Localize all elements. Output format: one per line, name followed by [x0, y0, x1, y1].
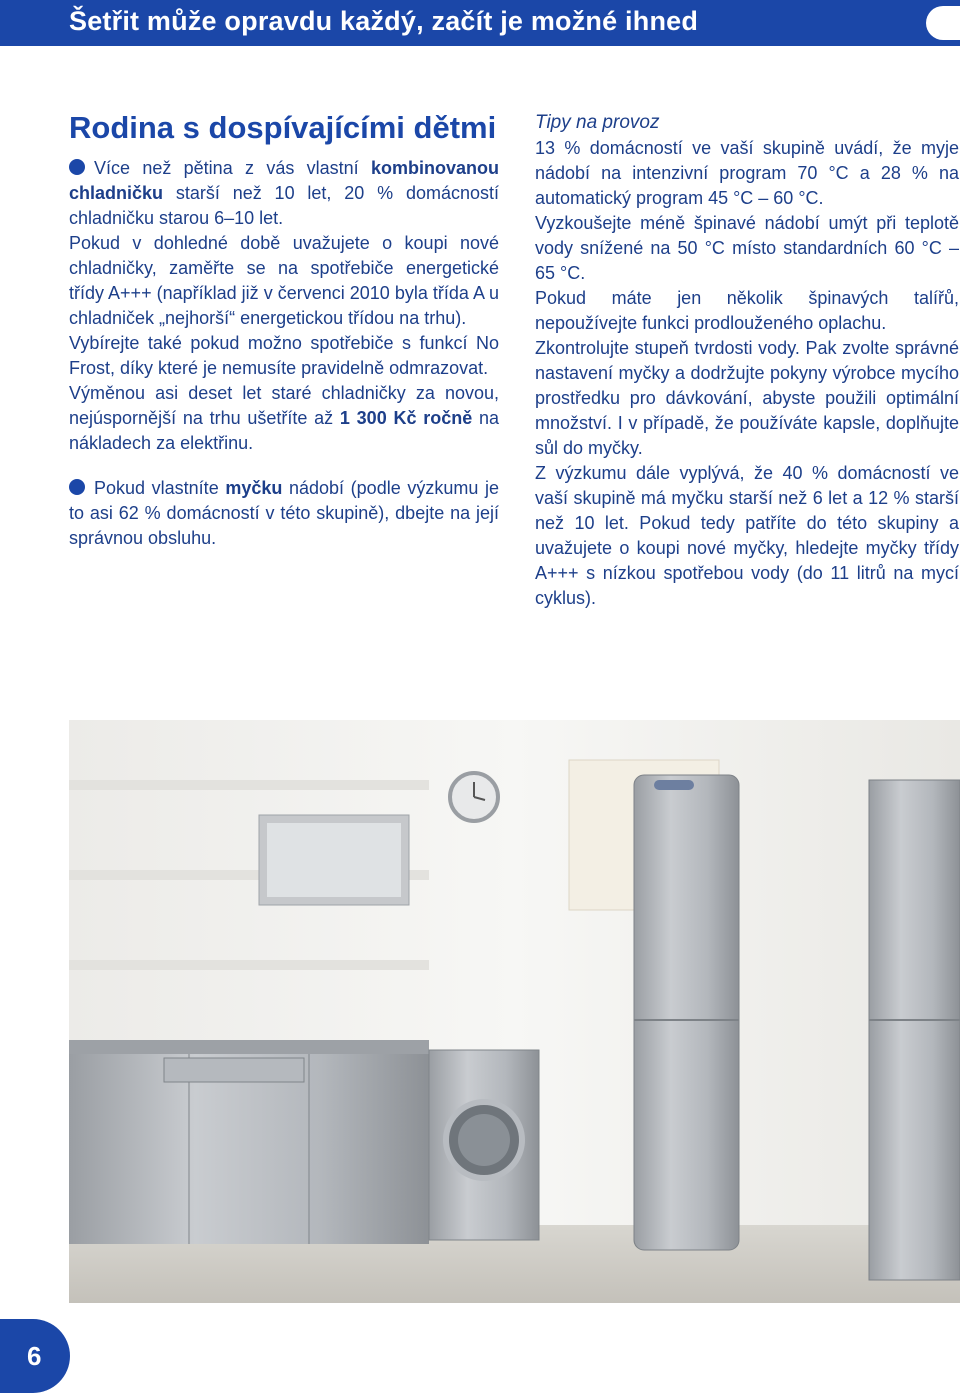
dishwasher-panel — [164, 1058, 304, 1082]
header-bar — [0, 0, 960, 46]
tip-water-hardness: Zkontrolujte stupeň tvrdosti vody. Pak zvolte správné nastavení myčky a dodržujte pokyny výrobce mycího prostředku pro dávkování, abyste použili optimální množství. I v případě, že používáte kapsle, doplňujte sůl do myčky. — [535, 338, 959, 458]
bullet-icon — [69, 159, 85, 175]
bold-text: myčku — [225, 478, 283, 498]
spacer — [69, 456, 499, 476]
page-header-title: Šetřit může opravdu každý, začít je možné ihned — [69, 6, 699, 36]
paragraph-energy-class: Pokud v dohledné době uvažujete o koupi nové chladničky, zaměřte se na spotřebiče energetické třídy A+++ (například již v červenci 2010 byla třída A u chladniček „nejhorší“ energetickou třídou na trhu). — [69, 233, 499, 328]
countertop — [69, 1040, 429, 1054]
text-span: Pokud vlastníte — [94, 478, 226, 498]
fridge — [634, 775, 739, 1250]
page-number: 6 — [27, 1341, 42, 1371]
section-heading: Rodina s dospívajícími dětmi — [69, 110, 497, 145]
tips-heading: Tipy na provoz — [535, 112, 660, 133]
paragraph-dishwasher — [69, 476, 499, 551]
paragraph-fridge-age — [69, 156, 499, 231]
tip-programs: 13 % domácností ve vaší skupině uvádí, že myje nádobí na intenzivní program 70 °C a 28 % na automatický program 45 °C – 60 °C. — [535, 138, 959, 208]
paragraph-savings — [69, 381, 499, 456]
page-number-tab — [0, 1319, 70, 1393]
bullet-icon — [69, 479, 85, 495]
kitchen-photo — [69, 720, 960, 1303]
bold-text: 1 300 Kč ročně — [339, 408, 473, 428]
tip-rinse: Pokud máte jen několik špinavých talířů, nepoužívejte funkci prodlouženého oplachu. — [535, 288, 959, 333]
header-tab-decoration — [926, 6, 960, 40]
right-column — [535, 110, 959, 611]
second-fridge — [869, 780, 960, 1280]
kitchen-illustration — [69, 720, 960, 1303]
text-span: na nákladech za elektřinu. — [69, 408, 500, 453]
tip-temperature: Vyzkoušejte méně špinavé nádobí umýt při teplotě vody snížené na 50 °C místo standardních 60 °C – 65 °C. — [535, 213, 959, 283]
bold-text: kombinovanou chladničku — [69, 158, 499, 203]
paragraph-no-frost: Vybírejte také pokud možno spotřebiče s funkcí No Frost, díky které je nemusíte pravidelně odmrazovat. — [69, 333, 499, 378]
text-span: nádobí (podle výzkumu je to asi 62 % domácností v této skupině), dbejte na její správnou obsluhu. — [69, 478, 499, 548]
text-span: Výměnou asi deset let staré chladničky za novou, nejúspornější na trhu ušetříte až — [69, 383, 499, 428]
fridge-display — [654, 780, 694, 790]
text-span: starší než 10 let, 20 % domácností chladničku starou 6–10 let. — [69, 183, 499, 228]
text-span: Více než pětina z vás vlastní — [94, 158, 371, 178]
left-column — [69, 110, 499, 551]
tip-research: Z výzkumu dále vyplývá, že 40 % domácností ve vaší skupině má myčku starší než 6 let a 12 % starší než 10 let. Pokud tedy patříte do této skupiny a uvažujete o koupi nové myčky, hledejte myčky třídy A+++ s nízkou spotřebou vody (do 11 litrů na mycí cyklus). — [535, 463, 959, 608]
cabinet-glass — [267, 823, 401, 897]
